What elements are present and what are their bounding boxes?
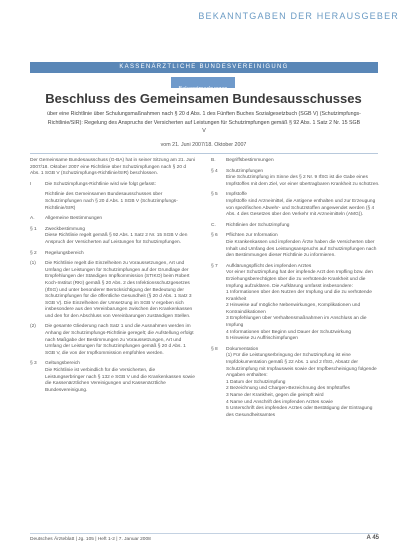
paragraph-8-list [226, 380, 381, 420]
right-column [211, 158, 381, 423]
section-i-subtitle: Richtlinie des Gemeinsamen Bundesausschusses über Schutzimpfungen nach § 20 d Abs. 1 SGB V (Schutzimpfungs-Richtlinie/SIR) [45, 192, 178, 211]
paragraph-3-heading: Geltungsbereich [45, 361, 80, 367]
paragraph-5-text: Impfstoffe sind Arzneimittel, die Antigene enthalten und zur Erzeugung von spezifischen Abwehr- und Schutzstoffen angewendet werden (§ 4 Abs. 4 des Gesetzes über den Verkehr mit Arzneimitteln (AMG)). [226, 198, 376, 218]
paragraph-7-heading: Aufklärungspflicht des impfenden Arztes [226, 263, 312, 269]
document-title: Beschluss des Gemeinsamen Bundesausschusses [45, 91, 362, 106]
section-b [211, 158, 381, 165]
section-bar [30, 62, 378, 73]
paragraph-3 [30, 361, 196, 394]
paragraph-2-sub-1-text: Die Richtlinie regelt die Einzelheiten zu Voraussetzungen, Art und Umfang der Leistungen für Schutzimpfungen auf der Grundlage der Empfehlungen der Ständigen Impfkommission (STIKO) beim Robert Koch-Institut (RKI) gemäß § 20 Abs. 2 des Infektionsschutzgesetzes (IfSG) und unter besonderer Berücksichtigung der Bedeutung der Schutzimpfungen für die öffentliche Gesundheit (§ 20 d Abs. 1 Satz 3 SGB V). Die Einzelheiten der Umsetzung im SGB V ergeben sich insbesondere aus den Vereinbarungen zwischen den Krankenkassen und den für den Abschluss von Vereinbarungen zuständigen Stellen. [45, 261, 193, 319]
footer-divider [30, 533, 378, 534]
header-title: BEKANNTGABEN DER HERAUSGEBER [198, 11, 399, 21]
paragraph-2-sub-2-text: Die gesamte Gliederung nach Satz 1 und die Ausnahmen werden im Anhang der Schutzimpfungs-Richtlinie geregelt; die Aufstellung erfolgt nach Maßgabe der Bestimmungen zu Voraussetzungen, Art und Umfang der Leistungen für Schutzimpfungen gemäß § 20 d Abs. 1 SGB V, die von der Impfkommission empfohlen werden. [45, 324, 194, 356]
section-c [211, 223, 381, 230]
footer-citation: Deutsches Ärzteblatt | Jg. 105 | Heft 1-2 | 7. Januar 2008 [30, 537, 151, 542]
paragraph-2-number: § 2 [30, 250, 37, 256]
paragraph-7 [211, 264, 381, 343]
paragraph-2-sub-2 [30, 324, 196, 357]
paragraph-1 [30, 227, 196, 247]
document-intro: über eine Richtlinie über Schulungsmaßnahmen nach § 20 d Abs. 1 des Fünften Buches Sozialgesetzbuch (SGB V) (Schutzimpfungs-Richtlinie/SIR): Regelung des Anspruchs der Versicherten auf Leistungen für Schutzimpfungen gemäß § 92 Abs. 1 Satz 2 Nr. 15 SGB V [47, 111, 361, 134]
paragraph-5 [211, 192, 381, 218]
header-bar [0, 0, 407, 32]
list-item: 5 Hinweise zu Auffrischimpfungen [226, 336, 298, 342]
paragraph-2-sub-1-number: (1) [30, 261, 36, 267]
section-c-text: Richtlinien der Schutzimpfung [226, 222, 290, 228]
date-line: vom 21. Juni 2007/18. Oktober 2007 [160, 142, 247, 148]
list-item: 4 Informationen über Beginn und Dauer der Schutzwirkung [226, 329, 352, 335]
paragraph-1-number: § 1 [30, 226, 37, 232]
paragraph-2-sub-1 [30, 261, 196, 320]
paragraph-2-sub-2-number: (2) [30, 324, 36, 330]
section-label: KASSENÄRZTLICHE BUNDESVEREINIGUNG [119, 64, 289, 70]
paragraph-2 [30, 251, 196, 258]
section-b-text: Begriffsbestimmungen [226, 158, 274, 163]
paragraph-6-heading: Pflichten zur Information [226, 233, 278, 239]
list-item: 1 Datum der Schutzimpfung [226, 379, 286, 385]
list-item: 3 Name der Krankheit, gegen die geimpft wird [226, 393, 324, 398]
paragraph-5-number: § 5 [211, 192, 218, 198]
paragraph-8 [211, 347, 381, 420]
paragraph-7-text: Vor einer Schutzimpfung hat der impfende Arzt den Impfling bzw. den Erziehungsberechtigten über die zu verhütende Krankheit und die Impfung aufzuklären. Die Aufklärung umfasst insbesondere: [226, 270, 373, 289]
paragraph-4 [211, 169, 381, 189]
paragraph-2-heading: Regelungsbereich [45, 250, 84, 256]
paragraph-7-number: § 7 [211, 263, 218, 269]
paragraph-8-number: § 8 [211, 346, 218, 352]
paragraph-8-heading: Dokumentation [226, 346, 259, 352]
section-a-number: A. [30, 216, 35, 222]
paragraph-1-heading: Zweckbestimmung [45, 226, 85, 232]
left-column [30, 158, 196, 398]
paragraph-4-heading: Schutzimpfungen [226, 168, 264, 174]
paragraph-3-text: Die Richtlinie ist verbindlich für die Versicherten, die Leistungserbringer nach § 132 e SGB V und die Krankenkassen sowie die Kassenärztlichen Vereinigungen und Kassenärztliche Bundesvereinigung. [45, 368, 195, 393]
section-i [30, 182, 196, 189]
list-item: 1 Informationen über den Nutzen der Impfung und die zu verhütende Krankheit [226, 290, 372, 302]
section-c-number: C. [211, 222, 216, 228]
divider [30, 153, 378, 154]
paragraph-6-number: § 6 [211, 233, 218, 239]
sub-badge [171, 77, 235, 92]
section-i-number: I [30, 181, 32, 187]
paragraph-1-text: Diese Richtlinie regelt gemäß § 92 Abs. 1 Satz 2 Nr. 15 SGB V den Anspruch der Versicherten auf Leistungen für Schutzimpfungen. [45, 233, 188, 245]
list-item: 3 Empfehlungen über Verhaltensmaßnahmen im Anschluss an die Impfung [226, 316, 367, 329]
section-a-text: Allgemeine Bestimmungen [45, 216, 103, 222]
paragraph-4-number: § 4 [211, 168, 218, 174]
paragraph-6-text: Die Krankenkassen und impfenden Ärzte haben die Versicherten über Inhalt und Umfang des Leistungsanspruchs auf Schutzimpfungen nach den Bestimmungen dieser Richtlinie zu informieren. [226, 239, 377, 259]
sub-badge-label: Bekanntmachungen [178, 86, 228, 92]
list-item: 2 Bezeichnung und Chargen-Bezeichnung des Impfstoffes [226, 386, 350, 392]
paragraph-8-text: (1) Für die Leistungserbringung der Schutzimpfung ist eine Impfdokumentation gemäß § 22 Abs. 1 und 2 IfSG, Absatz der Schutzimpfung mit Impfausweis sowie der Impfbescheinigung folgende Angaben enthalten: [226, 353, 377, 379]
section-i-text: Die Schutzimpfungs-Richtlinie wird wie folgt gefasst: [45, 181, 156, 187]
list-item: 2 Hinweise auf mögliche Nebenwirkungen, Komplikationen und Kontraindikationen [226, 303, 361, 315]
section-b-number: B. [211, 158, 216, 163]
list-item: 4 Name und Anschrift des impfenden Arztes sowie [226, 399, 333, 405]
paragraph-3-number: § 3 [30, 361, 37, 367]
section-a [30, 216, 196, 223]
intro-paragraph: Der Gemeinsame Bundesausschuss (G-BA) hat in seiner Sitzung am 21. Juni 2007/18. Oktober 2007 eine Richtlinie über Schutzimpfungen nach § 20 d Abs. 1 SGB V (Schutzimpfungs-Richtlinie/SIR) beschlossen. [30, 158, 196, 177]
paragraph-7-list [226, 290, 381, 343]
page-number: A 45 [366, 535, 379, 541]
paragraph-4-text: Eine Schutzimpfung im Sinne des § 2 Nr. 9 IfSG ist die Gabe eines Impfstoffes mit dem Ziel, vor einer übertragbaren Krankheit zu schützen. [226, 175, 380, 187]
paragraph-6 [211, 233, 381, 259]
list-item: 5 Unterschrift des impfenden Arztes oder Bestätigung der Eintragung des Gesundheitsamtes [226, 406, 373, 418]
paragraph-5-heading: Impfstoffe [226, 192, 247, 198]
